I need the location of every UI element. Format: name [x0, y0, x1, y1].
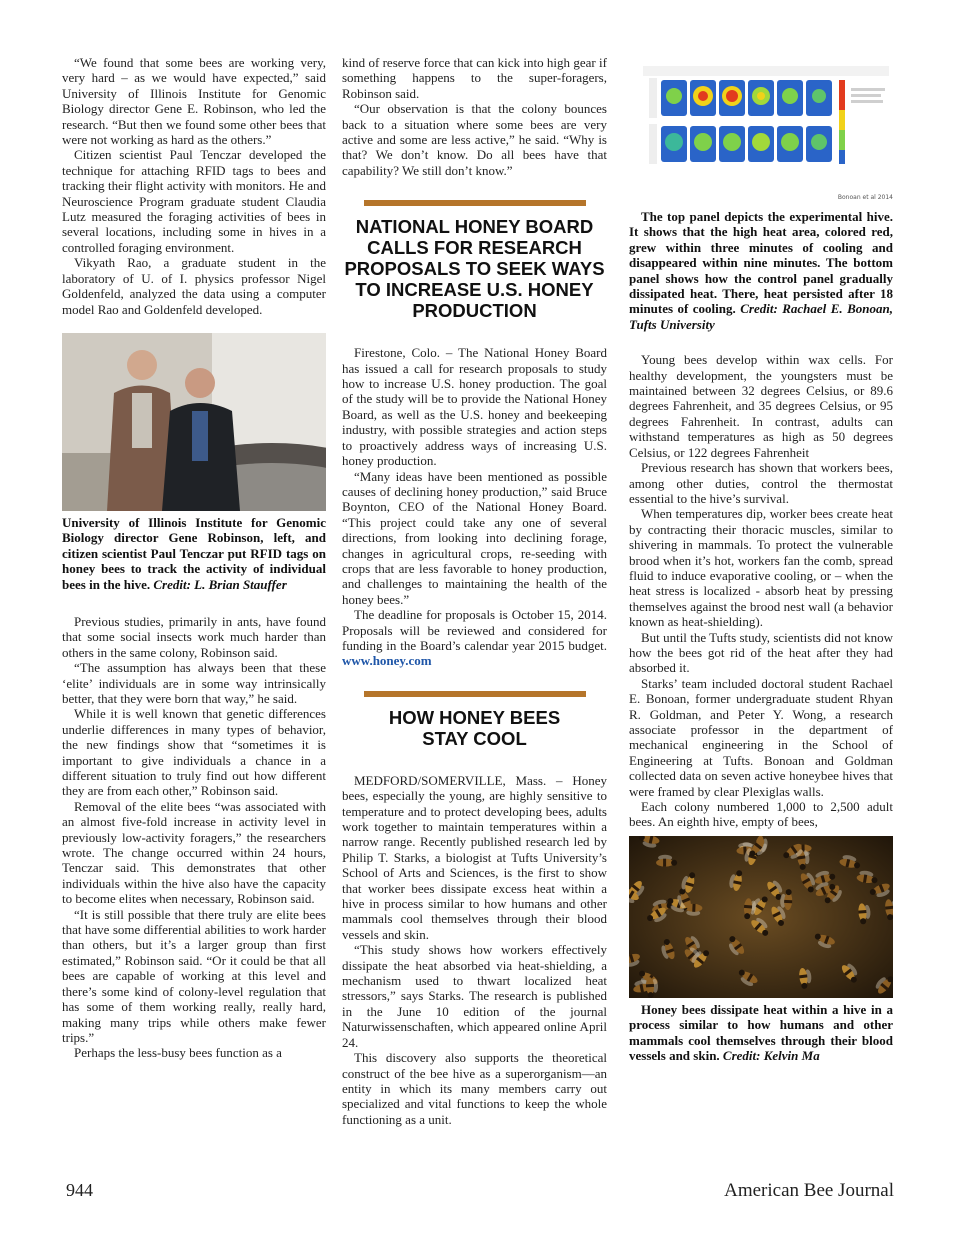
paragraph: “Many ideas have been mentioned as possible causes of declining honey production,” said Bruce Boynton, CEO of the National Honey Board. “This project could take any one of several directions, from looking into declining forage, changes in agricultural crops, re-seeding with crops that are less favorable to honey production, and challenges to maintaining the health of the honey bees.” — [342, 468, 607, 607]
paragraph: Starks’ team included doctoral student Rachael E. Bonoan, former undergraduate student Rhyan R. Goldman, and Peter Y. Wong, a research associate professor in the department of mechanical engineering in the School of Engineering at Tufts. Bonoan and Goldman collected data on seven active honeybee hives that were framed by clear Plexiglas walls. — [629, 675, 893, 799]
researchers-illustration — [62, 333, 326, 511]
figure-credit: Credit: Rachael E. Bonoan, Tufts University — [629, 301, 893, 332]
column-2 — [342, 55, 607, 1127]
photo-credit: Credit: L. Brian Stauffer — [153, 576, 287, 592]
journal-name: American Bee Journal — [724, 1180, 894, 1201]
paragraph: Perhaps the less-busy bees function as a — [74, 1045, 282, 1061]
photo-caption — [629, 1002, 893, 1064]
paragraph: But until the Tufts study, scientists did not know how the bees got rid of the heat after they had absorbed it. — [629, 629, 893, 676]
honey-bees-illustration — [629, 836, 893, 998]
paragraph: “We found that some bees are working very, very hard – as we would have expected,” said University of Illinois Institute for Genomic Biology director Gene E. Robinson, who led the research. “But then we found some other bees that were not working as hard as the others.” — [62, 55, 326, 148]
thermal-image-illustration — [643, 66, 889, 192]
paragraph: Previous research has shown that workers bees, among other duties, control the thermostat essential to the hive’s survival. — [629, 460, 893, 506]
photo-credit: Credit: Kelvin Ma — [722, 1048, 820, 1064]
column-1 — [62, 55, 326, 1061]
figure-small-credit: Bonoan et al 2014 — [837, 194, 893, 201]
paragraph: Citizen scientist Paul Tenczar developed the technique for attaching RFID tags to bees and tracking their flight activity with monitors. He and Neuroscience Program graduate student Claudia Lutz measured the foraging activities of bees in several locations, including some in hives in a controlled foraging environment. — [62, 147, 326, 255]
paragraph: While it is well known that genetic differences underlie differences in many types of behavior, the new findings show that “sometimes it is important to give individuals a chance in a different situation to truly find out how different they are from each other,” Robinson said. — [62, 706, 326, 799]
honey-board-link[interactable]: www.honey.com — [342, 653, 432, 669]
paragraph: Vikyath Rao, a graduate student in the laboratory of U. of I. physics professor Nigel Goldenfeld, analyzed the data using a computer model Rao and Goldenfeld developed. — [62, 255, 326, 317]
paragraph: When temperatures dip, worker bees create heat by contracting their thoracic muscles, similar to shivering in mammals. To protect the vulnerable brood when it’s hot, workers fan the comb, spread fluid to induce evaporative cooling, or – when the heat stress is localized - absorb heat by pressing themselves against the brood nest wall (a behavior known as heat-shielding). — [629, 506, 893, 630]
honey-bees-photo — [629, 836, 893, 998]
figure-caption — [629, 209, 893, 332]
deadline-text: The deadline for proposals is October 15, 2014. Proposals will be reviewed and considered for funding in the Board’s calendar year 2015 budget. — [342, 607, 607, 653]
article-headline: NATIONAL HONEY BOARD CALLS FOR RESEARCH PROPOSALS TO SEEK WAYS TO INCREASE U.S. HONEY PRODUCTION — [344, 216, 605, 322]
paragraph: This discovery also supports the theoretical construct of the bee hive as a superorganism—an entity in which its many members carry out specialized and vital functions to keep the whole functioning as a unit. — [342, 1050, 607, 1127]
paragraph: MEDFORD/SOMERVILLE, Mass. – Honey bees, especially the young, are highly sensitive to temperature and to protect developing bees, adults work together to maintain temperatures within a narrow range. Recently published research led by Philip T. Starks, a biologist at Tufts University’s School of Arts and Sciences, is the first to show that worker bees dissipate excess heat within a hive in process similar to how humans and other mammals cool themselves through their blood vessels and skin. — [342, 772, 607, 942]
researchers-photo — [62, 333, 326, 511]
paragraph: “The assumption has always been that these ‘elite’ individuals are in some way intrinsically better, that they were born that way,” he said. — [62, 660, 326, 706]
caption-text: The top panel depicts the experimental hive. It shows that the high heat area, colored red, grew within three minutes of cooling and disappeared within nine minutes. The bottom panel shows how the control panel gradually dissipated heat. There, heat persisted after 18 minutes of cooling. — [629, 209, 893, 317]
column-3 — [629, 66, 893, 1063]
paragraph: kind of reserve force that can kick into high gear if something happens to the super-foragers, Robinson said. — [342, 55, 607, 101]
page-number: 944 — [66, 1180, 93, 1200]
paragraph: Firestone, Colo. – The National Honey Board has issued a call for research proposals to study how to increase U.S. honey production. The goal of the study will be to provide the National Honey Board, as well as the U.S. honey and beekeeping industry, with possible strategies and action steps to proactively address ways of increasing U.S. honey production. — [342, 345, 607, 469]
thermal-figure — [643, 66, 889, 192]
paragraph: “Our observation is that the colony bounces back to a situation where some bees are very active and some are less active,” he said. “Why is that? We don’t know. Do all bees have that capability? We still don’t know.” — [342, 101, 607, 178]
paragraph — [342, 607, 607, 669]
caption-text: Honey bees dissipate heat within a hive in a process similar to how humans and other mammals cool themselves through their blood vessels and skin. — [629, 1001, 893, 1064]
article-headline: HOW HONEY BEES STAY COOL — [388, 706, 561, 749]
caption-text: University of Illinois Institute for Genomic Biology director Gene Robinson, left, and citizen scientist Paul Tenczar put RFID tags on honey bees to track the activity of individual bees in the hive. — [62, 514, 326, 592]
paragraph: Previous studies, primarily in ants, have found that some social insects work much harder than others in the same colony, Robinson said. — [62, 613, 326, 660]
paragraph: Each colony numbered 1,000 to 2,500 adult bees. An eighth hive, empty of bees, — [629, 799, 893, 830]
paragraph: Removal of the elite bees “was associated with an almost five-fold increase in activity level in previously low-activity foragers,” the researchers wrote. The change occurred within 24 hours, Tenczar said. This demonstrates that other individuals within the hive also have the capacity to become elites when necessary, Robinson said. — [62, 798, 326, 907]
paragraph: Young bees develop within wax cells. For healthy development, the youngsters must be maintained between 32 degrees Celsius, or 89.6 degrees Fahrenheit, and 35 degrees Celsius, or 95 degrees Fahrenheit. In contrast, adults can withstand temperatures as high as 50 degrees Celsius, or 122 degrees Fahrenheit — [629, 352, 893, 460]
paragraph: “This study shows how workers effectively dissipate the heat absorbed via heat-shielding, a mechanism used to thwart localized heat stressors,” says Starks. The research is published in the June 10 edition of the journal Naturwissenschaften, which appeared online April 24. — [342, 942, 607, 1050]
paragraph: “It is still possible that there truly are elite bees that have some differential abilities to work harder than others, but it’s a larger group than first estimated,” Robinson said. “Or it could be that all bees are capable of working at this level and there’s some kind of colony-level regulation that has some of them working really, really hard, making many trips while others make fewer trips.” — [62, 906, 326, 1045]
photo-caption — [62, 515, 326, 592]
